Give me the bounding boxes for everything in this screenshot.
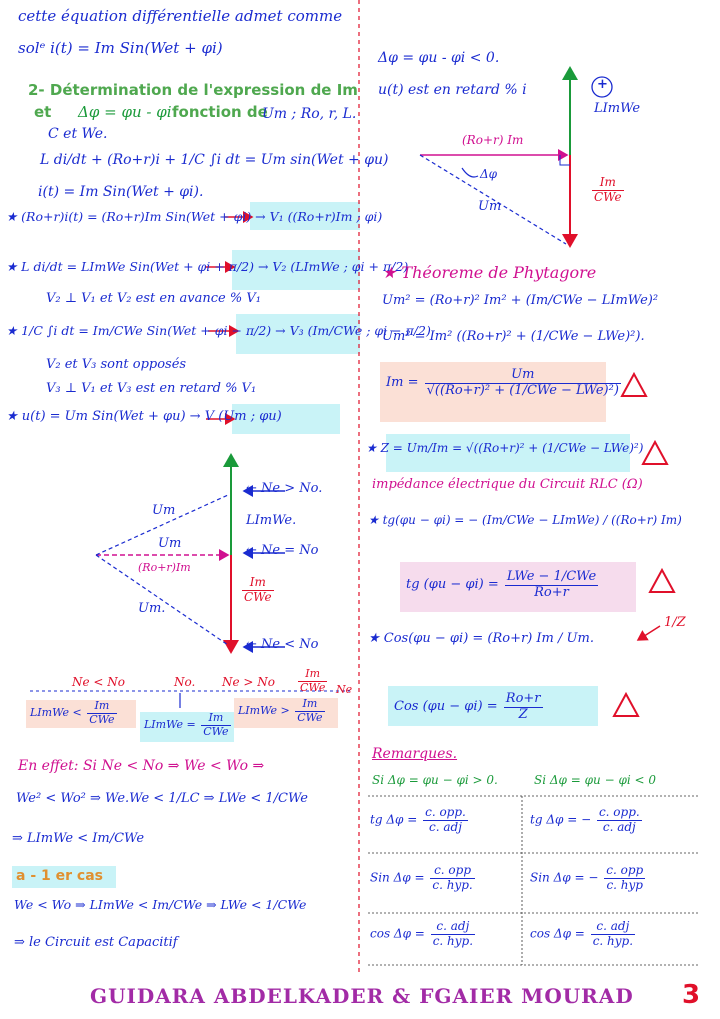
cmp-eq-label: LImWe =: [144, 718, 196, 732]
diag-um-3: Um.: [138, 601, 166, 616]
diag-ne-gt: ← Ne > No.: [246, 481, 323, 496]
diag-r-im-num: Im: [592, 176, 624, 191]
heading-vars: Um ; Ro, r, L.: [262, 106, 357, 122]
axis-im-num: Im: [298, 668, 327, 682]
impedance-label: impédance électrique du Circuit RLC (Ω): [372, 477, 643, 492]
diag-um-1: Um: [152, 503, 176, 518]
cos-a-den: c. hyp.: [432, 933, 474, 948]
heading-dphi: Δφ = φu - φi: [78, 103, 172, 121]
sin-a-num: c. opp: [430, 864, 474, 879]
tg-negative: [530, 806, 644, 835]
pythagore-eq-2: Um² = Im² ((Ro+r)² + (1/CWe − LWe)²).: [382, 329, 645, 344]
axis-ne-gt: Ne > No: [222, 675, 276, 689]
cmp-lt: [30, 700, 119, 726]
diag-r-ro-im: (Ro+r) Im: [462, 133, 524, 147]
axis-im-cwe: [296, 668, 329, 694]
warn-triangle-1: [622, 374, 646, 396]
case-line-1: We < Wo ⇒ LImWe < Im/CWe ⇒ LWe < 1/CWe: [14, 897, 307, 912]
warn-triangle-4: [614, 694, 638, 716]
im-den: √((Ro+r)² + (1/CWe − LWe)²): [426, 382, 619, 398]
diag-plus: +: [597, 77, 608, 92]
tg2-num: LWe − 1/CWe: [506, 569, 597, 584]
tg-formula-1: ★ tg(φu − φi) = − (Im/CWe − LImWe) / ((Ro+r) Im): [368, 513, 682, 527]
remarks-col-2: Si Δφ = φu − φi < 0: [534, 773, 656, 787]
diag-r-um: Um: [478, 199, 502, 214]
section-heading: 2- Détermination de l'expression de Im: [28, 81, 358, 99]
im-num: Um: [425, 368, 621, 384]
cmp-gt-num: Im: [295, 698, 324, 712]
cmp-eq-den: CWe: [203, 724, 229, 738]
pythagore-eq-1: Um² = (Ro+r)² Im² + (Im/CWe − LImWe)²: [382, 293, 659, 308]
diag-im-cwe: [240, 576, 276, 605]
cmp-gt: [238, 698, 327, 724]
vector-v2-line: ★ L di/dt = LImWe Sin(Wet + φi + π/2) → V₂ (LImWe ; φi + π/2): [6, 259, 409, 274]
vector-v2-note: V₂ ⊥ V₁ et V₂ est en avance % V₁: [46, 291, 261, 306]
en-effet-line: En effet: Si Ne < No ⇒ We < Wo ⇒: [18, 758, 265, 774]
sin-b-lhs: Sin Δφ = −: [530, 870, 599, 885]
diag-ro-im: (Ro+r)Im: [138, 561, 191, 574]
tg-b-den: c. adj: [602, 819, 636, 834]
cos-note: 1/Z: [664, 615, 686, 630]
sin-a-lhs: Sin Δφ =: [370, 870, 425, 885]
cmp-lt-num: Im: [87, 700, 116, 714]
dphi-negative: Δφ = φu - φi < 0.: [378, 50, 500, 66]
sin-negative: [530, 864, 647, 893]
pythagore-title: ★ Théoreme de Phytagore: [382, 263, 597, 282]
cos-positive: [370, 920, 477, 949]
omega-line: We² < Wo² ⇒ We.We < 1/LC ⇒ LWe < 1/CWe: [16, 791, 308, 806]
tg-b-lhs: tg Δφ = −: [530, 812, 592, 827]
im-lhs: Im =: [386, 374, 419, 390]
sin-b-num: c. opp: [606, 863, 644, 877]
vector-v3-line: ★ 1/C ∫i dt = Im/CWe Sin(Wet + φi − π/2) → V₃ (Im/CWe ; φi − π/2): [6, 323, 431, 338]
cmp-gt-den: CWe: [297, 710, 323, 724]
cmp-lt-label: LImWe <: [30, 706, 82, 720]
warn-triangle-2: [643, 442, 667, 464]
axis-im-den: CWe: [300, 680, 326, 694]
vector-v3-note2: V₃ ⊥ V₁ et V₃ est en retard % V₁: [46, 381, 257, 396]
tg2-lhs: tg (φu − φi) =: [406, 576, 499, 592]
diag-im-num: Im: [242, 576, 274, 591]
tg-formula-2: [406, 570, 600, 601]
tg-a-num: c. opp.: [425, 805, 466, 819]
cos-formula-2: [394, 692, 545, 723]
cos-b-lhs: cos Δφ =: [530, 926, 585, 941]
im-formula: [386, 368, 623, 399]
vector-vu-line: ★ u(t) = Um Sin(Wet + φu) → V (Um ; φu): [6, 409, 282, 424]
sin-b-den: c. hyp: [606, 877, 643, 892]
diag-r-limwe: LImWe: [594, 101, 641, 116]
cmp-eq: [144, 712, 233, 738]
diag-ne-lt: ← Ne < No: [246, 637, 319, 652]
diag-r-im-cwe: [590, 176, 626, 205]
remarks-title: Remarques.: [372, 746, 458, 762]
remarks-col-1: Si Δφ = φu − φi > 0.: [372, 773, 498, 787]
solution-equation: i(t) = Im Sin(Wet + φi).: [38, 184, 204, 200]
cos-b-den: c. hyp.: [592, 933, 634, 948]
cmp-lt-den: CWe: [89, 712, 115, 726]
u-lags-i: u(t) est en retard % i: [378, 82, 527, 98]
intro-line: cette équation différentielle admet comme: [18, 7, 343, 25]
diag-ne-eq: ← Ne = No: [246, 543, 319, 558]
axis-ne-lt: Ne < No: [72, 675, 126, 689]
impedance-formula: ★ Z = Um/Im = √((Ro+r)² + (1/CWe − LWe)²): [366, 441, 644, 455]
heading-et: et: [34, 103, 52, 121]
case-line-2: ⇒ le Circuit est Capacitif: [14, 935, 178, 950]
cos-a-lhs: cos Δφ =: [370, 926, 425, 941]
cmp-gt-label: LImWe >: [238, 704, 290, 718]
diag-um-2: Um: [158, 536, 182, 551]
tg-b-num: c. opp.: [598, 805, 640, 819]
cos-negative: [530, 920, 637, 949]
solution-line: solᵉ i(t) = Im Sin(Wet + φi): [18, 39, 223, 57]
main-equation: L di/dt + (Ro+r)i + 1/C ∫i dt = Um sin(Wet + φu): [40, 152, 389, 168]
sin-a-den: c. hyp.: [432, 877, 473, 892]
tg-a-lhs: tg Δφ =: [370, 812, 418, 827]
cos-a-num: c. adj: [431, 920, 475, 935]
diag-im-den: CWe: [244, 589, 272, 604]
tg-positive: [370, 806, 470, 835]
warn-triangle-3: [650, 570, 674, 592]
footer-authors: GUIDARA ABDELKADER & FGAIER MOURAD: [90, 984, 634, 1008]
cmp-eq-num: Im: [201, 712, 230, 726]
cos-formula-1: ★ Cos(φu − φi) = (Ro+r) Im / Um.: [368, 631, 594, 646]
diag-limwe: LImWe.: [246, 513, 297, 528]
cos2-lhs: Cos (φu − φi) =: [394, 698, 498, 714]
vector-v1-line: ★ (Ro+r)i(t) = (Ro+r)Im Sin(Wet + φi) → V₁ ((Ro+r)Im ; φi): [6, 209, 383, 224]
cos2-num: Ro+r: [505, 691, 541, 706]
tg-a-den: c. adj: [429, 819, 462, 834]
diag-r-im-den: CWe: [594, 189, 622, 204]
sin-positive: [370, 864, 477, 893]
cos2-den: Z: [518, 706, 528, 722]
heading-fonction: fonction de: [172, 103, 268, 121]
conclusion-line: ⇒ LImWe < Im/CWe: [12, 831, 145, 846]
axis-ne: Ne: [336, 683, 353, 696]
cos-b-num: c. adj: [591, 920, 635, 935]
axis-no: No.: [174, 675, 196, 689]
tg2-den: Ro+r: [534, 584, 569, 600]
diag-r-dphi: Δφ: [480, 167, 498, 181]
heading-c: C et We.: [48, 126, 108, 142]
page-number: 3: [682, 980, 701, 1010]
vector-v3-note1: V₂ et V₃ sont opposés: [46, 357, 187, 372]
case-title: a - 1 er cas: [16, 868, 103, 884]
